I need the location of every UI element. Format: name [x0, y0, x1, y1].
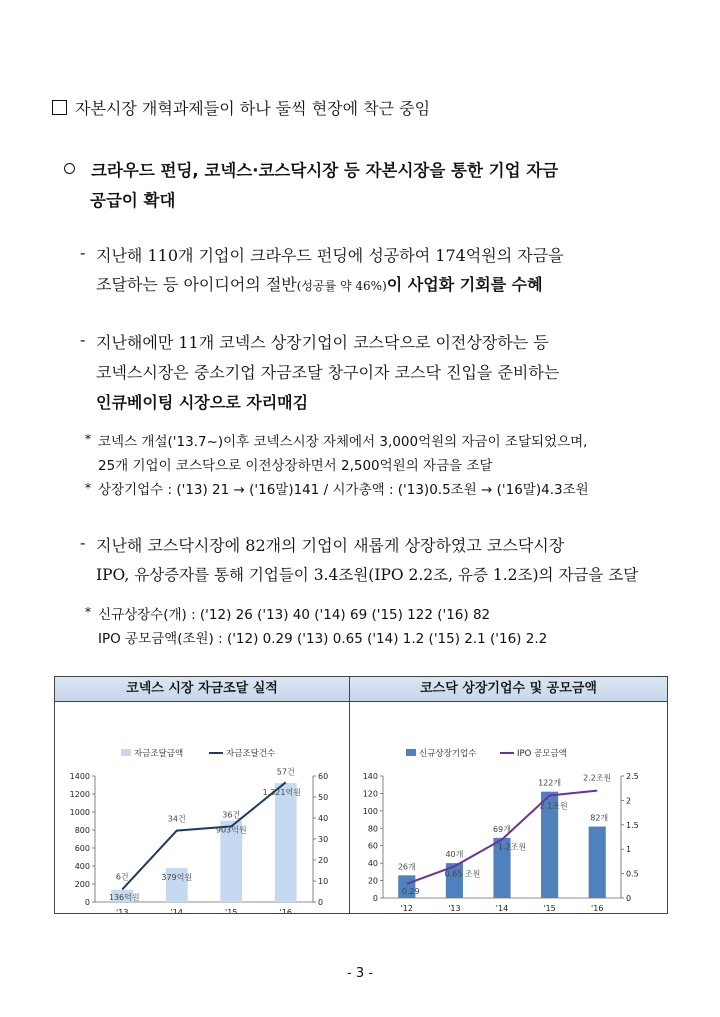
item1-text-c: 이 사업화 기회를 수혜	[386, 275, 543, 294]
bar-value-label: 903억원	[215, 825, 247, 835]
legend-line-label: 자금조달건수	[226, 749, 276, 759]
y-tick-label: 1000	[69, 808, 90, 817]
x-tick-label: '15	[225, 908, 238, 913]
notes1-b: 상장기업수 : ('13) 21 → ('16말)141 / 시가총액 : ('13)0.5조원 → ('16말)4.3조원	[98, 482, 589, 498]
section-heading-text: 자본시장 개혁과제들이 하나 둘씩 현장에 착근 중임	[75, 99, 431, 118]
chart-kosdaq	[350, 702, 667, 913]
item2-text3: 인큐베이팅 시장으로 자리매김	[96, 393, 309, 412]
y2-tick-label: 20	[318, 856, 329, 865]
bar-value-label: 136억원	[108, 892, 140, 902]
asterisk-2: *	[85, 481, 91, 495]
asterisk-3: *	[85, 605, 91, 619]
x-tick-label: '14	[495, 904, 509, 913]
line-value-label: 1.2조원	[497, 842, 527, 852]
y-tick-label: 1200	[69, 790, 90, 799]
section-heading	[52, 96, 430, 119]
bar-value-label: 69개	[493, 824, 511, 834]
line-value-label: 6건	[115, 872, 129, 882]
item3-line1: 지난해 코스닥시장에 82개의 기업이 새롭게 상장하였고 코스닥시장	[96, 536, 565, 555]
chart-panel-konex	[54, 676, 350, 914]
legend-bar-swatch	[121, 749, 131, 756]
y2-tick-label: 40	[318, 814, 329, 823]
bar-3	[275, 783, 297, 902]
item3-line2: IPO, 유상증자를 통해 기업들이 3.4조원(IPO 2.2조, 유증 1.2조)의 자금을 조달	[96, 566, 639, 584]
notes2-a: 신규상장수(개) : ('12) 26 ('13) 40 ('14) 69 ('15) 122 ('16) 82	[98, 607, 491, 623]
legend-bar-label: 자금조달금액	[134, 749, 184, 759]
line-value-label: 0.65 조원	[444, 869, 481, 879]
bar-value-label: 379억원	[161, 872, 193, 882]
x-tick-label: '14	[170, 908, 183, 913]
y2-tick-label: 1	[626, 845, 632, 855]
circle-bullet-icon	[64, 163, 75, 174]
y-tick-label: 140	[362, 772, 378, 781]
asterisk-1: *	[85, 432, 91, 446]
y-tick-label: 800	[74, 826, 90, 835]
line-value-label: 2.2조원	[583, 773, 612, 783]
y-tick-label: 100	[362, 806, 378, 816]
y2-tick-label: 2.5	[626, 772, 639, 781]
line-value-label: 34건	[167, 814, 186, 824]
y-tick-label: 120	[362, 789, 378, 799]
line-value-label: 36건	[222, 810, 241, 820]
item1-text-a: 조달하는 등 아이디어의 절반	[96, 275, 297, 294]
page-number: - 3 -	[347, 966, 373, 981]
chart-panel-kosdaq	[349, 676, 668, 914]
y2-tick-label: 0.5	[626, 869, 639, 879]
legend-bar-swatch	[406, 749, 416, 756]
x-tick-label: '12	[400, 904, 413, 913]
x-tick-label: '13	[448, 904, 461, 913]
line-value-label: 0.29	[401, 886, 420, 896]
y-tick-label: 0	[372, 894, 378, 903]
legend-line-label: IPO 공모금액	[517, 749, 567, 759]
bar-value-label: 1,321억원	[262, 788, 301, 798]
y2-tick-label: 1.5	[626, 820, 639, 830]
y-tick-label: 60	[367, 841, 378, 851]
y2-tick-label: 0	[626, 894, 632, 903]
item2-line2: 코넥스시장은 중소기업 자금조달 창구이자 코스닥 진입을 준비하는	[96, 363, 560, 382]
y-tick-label: 40	[367, 859, 378, 869]
x-tick-label: '16	[279, 908, 292, 913]
chart-title-konex: 코넥스 시장 자금조달 실적	[55, 677, 349, 702]
item1-line2	[96, 272, 543, 295]
notes1-a1: 코넥스 개설('13.7~)이후 코넥스시장 자체에서 3,000억원의 자금이 조달되었으며,	[98, 434, 588, 450]
series-line	[122, 782, 286, 889]
legend-bar-label: 신규상장기업수	[419, 749, 477, 759]
item1-text-b: (성공률 약 46%)	[296, 279, 387, 293]
bar-4	[589, 827, 606, 898]
y2-tick-label: 0	[318, 898, 324, 907]
point1-line1	[64, 157, 558, 181]
bar-value-label: 122개	[538, 778, 562, 788]
y-tick-label: 20	[367, 876, 378, 886]
y-tick-label: 400	[74, 862, 90, 871]
dash-bullet-2: -	[80, 330, 86, 349]
y2-tick-label: 50	[318, 793, 329, 802]
dash-bullet-3: -	[80, 533, 86, 552]
checkbox-square-icon	[52, 100, 67, 115]
y-tick-label: 1400	[69, 772, 90, 781]
item2-line3	[96, 390, 308, 413]
point1-text2: 공급이 확대	[90, 191, 176, 210]
y2-tick-label: 2	[626, 796, 632, 806]
notes2-b: IPO 공모금액(조원) : ('12) 0.29 ('13) 0.65 ('14) 1.2 ('15) 2.1 ('16) 2.2	[98, 631, 548, 647]
chart-title-kosdaq: 코스닥 상장기업수 및 공모금액	[350, 677, 667, 702]
x-tick-label: '13	[116, 908, 129, 913]
y-tick-label: 80	[367, 824, 378, 834]
notes1-a2: 25개 기업이 코스닥으로 이전상장하면서 2,500억원의 자금을 조달	[98, 458, 493, 474]
bar-value-label: 40개	[445, 850, 464, 860]
x-tick-label: '16	[591, 904, 604, 913]
bar-value-label: 26개	[397, 862, 416, 872]
y-tick-label: 0	[84, 898, 90, 907]
y-tick-label: 600	[74, 844, 90, 853]
y-tick-label: 200	[74, 880, 90, 889]
y2-tick-label: 30	[318, 835, 329, 844]
bar-value-label: 82개	[590, 813, 609, 823]
y2-tick-label: 10	[318, 877, 329, 886]
item1-line1: 지난해 110개 기업이 크라우드 펀딩에 성공하여 174억원의 자금을	[96, 246, 564, 265]
chart-konex	[55, 702, 349, 913]
point1-line2	[90, 187, 175, 211]
dash-bullet-1: -	[80, 243, 86, 262]
x-tick-label: '15	[543, 904, 556, 913]
point1-text1: 크라우드 펀딩, 코넥스·코스닥시장 등 자본시장을 통한 기업 자금	[91, 161, 559, 180]
y2-tick-label: 60	[318, 772, 329, 781]
line-value-label: 2.1조원	[539, 801, 568, 811]
item2-line1: 지난해에만 11개 코넥스 상장기업이 코스닥으로 이전상장하는 등	[96, 333, 549, 352]
line-value-label: 57건	[276, 767, 295, 777]
